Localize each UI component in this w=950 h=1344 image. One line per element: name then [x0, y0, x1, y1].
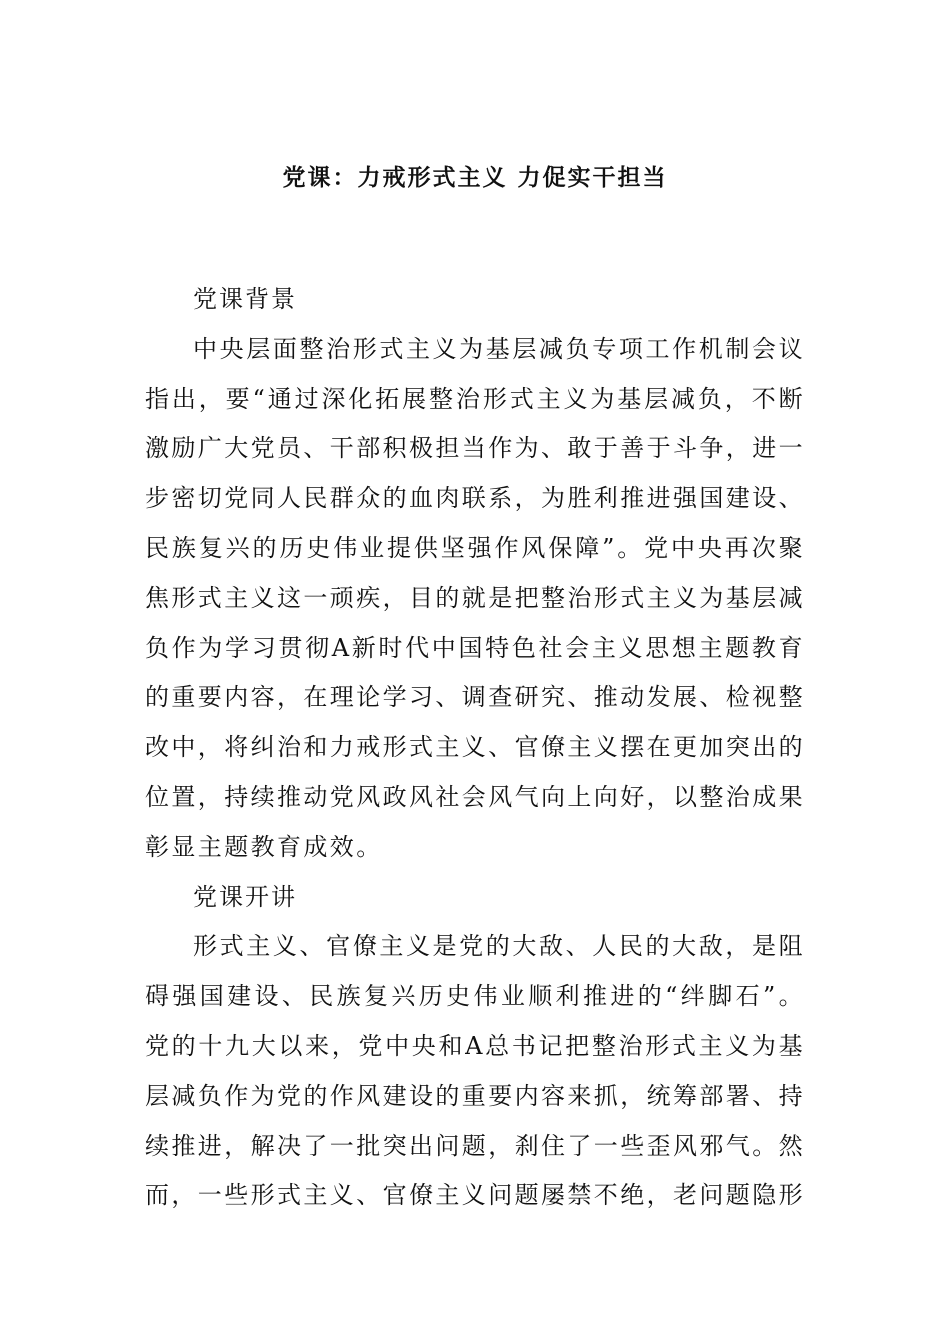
section-paragraph-background: 中央层面整治形式主义为基层减负专项工作机制会议指出，要“通过深化拓展整治形式主义为基层减负，不断激励广大党员、干部积极担当作为、敢于善于斗争，进一步密切党同人民群众的血肉联系，为胜利推进强国建设、民族复兴的历史伟业提供坚强作风保障”。党中央再次聚焦形式主义这一顽疾，目的就是把整治形式主义为基层减负作为学习贯彻A新时代中国特色社会主义思想主题教育的重要内容，在理论学习、调查研究、推动发展、检视整改中，将纠治和力戒形式主义、官僚主义摆在更加突出的位置，持续推动党风政风社会风气向上向好，以整治成果彰显主题教育成效。: [145, 334, 805, 861]
section-heading-background: 党课背景: [193, 285, 297, 313]
document-body: [145, 275, 805, 1221]
section-heading-lecture: 党课开讲: [193, 882, 297, 911]
document-title: 党课：力戒形式主义 力促实干担当: [282, 165, 668, 191]
section-paragraph-lecture: 形式主义、官僚主义是党的大敌、人民的大敌，是阻碍强国建设、民族复兴历史伟业顺利推进的“绊脚石”。党的十九大以来，党中央和A总书记把整治形式主义为基层减负作为党的作风建设的重要内容来抓，统筹部署、持续推进，解决了一批突出问题，刹住了一些歪风邪气。然而，一些形式主义、官僚主义问题屡禁不绝，老问题隐形: [145, 932, 805, 1210]
